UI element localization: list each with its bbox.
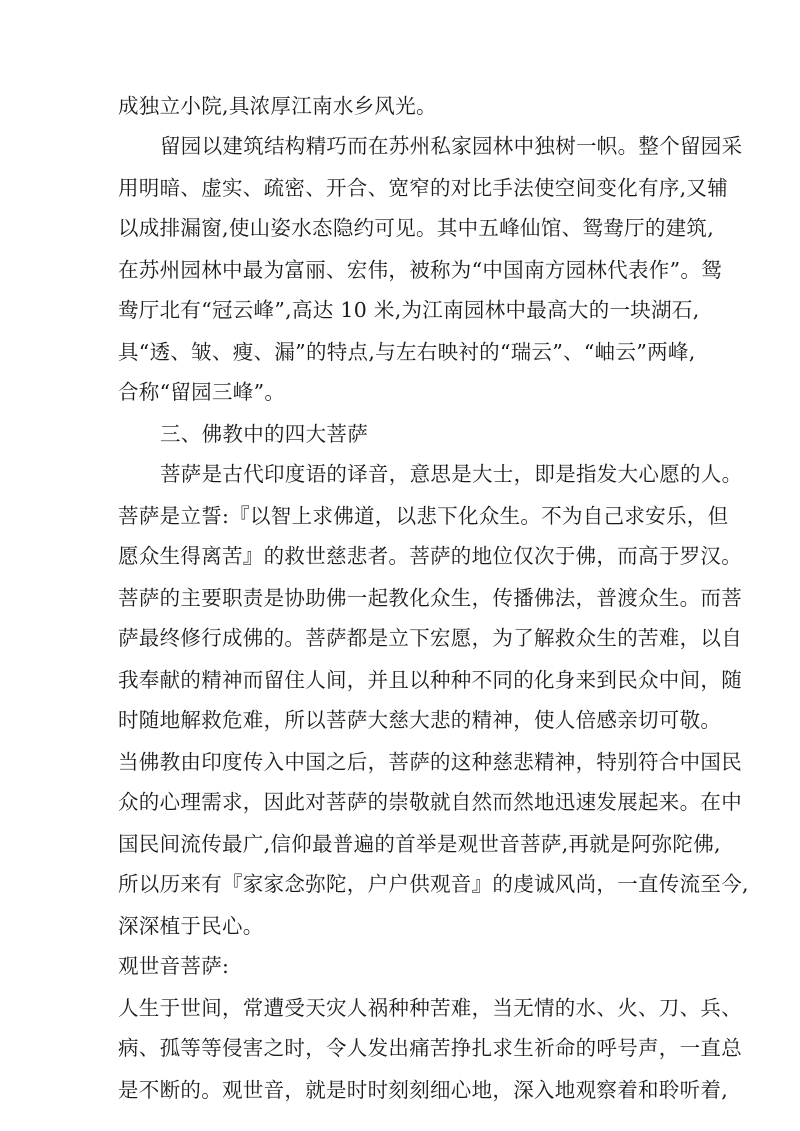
text-line: 时随地解救危难，所以菩萨大慈大悲的精神，使人倍感亲切可敬。 [118, 708, 722, 732]
text-line: 我奉献的精神而留住人间，并且以种种不同的化身来到民众中间，随 [118, 668, 742, 692]
text-line: 以成排漏窗,使山姿水态隐约可见。其中五峰仙馆、鸳鸯厅的建筑, [118, 216, 715, 240]
text-line: 人生于世间，常遭受天灾人祸种种苦难，当无情的水、火、刀、兵、 [118, 996, 742, 1020]
text-line: 用明暗、虚实、疏密、开合、宽窄的对比手法使空间变化有序,又辅 [118, 176, 729, 200]
text-line: 具“透、皱、瘦、漏”的特点,与左右映衬的“瑞云”、“岫云”两峰, [118, 340, 696, 364]
text-line: 所以历来有『家家念弥陀，户户供观音』的虔诚风尚，一直传流至今, [118, 872, 749, 896]
text-line: 在苏州园林中最为富丽、宏伟，被称为“中国南方园林代表作”。鸳 [118, 258, 722, 282]
text-line: 成独立小院,具浓厚江南水乡风光。 [118, 94, 437, 118]
text-line: 病、孤等等侵害之时，令人发出痛苦挣扎求生祈命的呼号声，一直总 [118, 1036, 742, 1060]
text-line: 鸯厅北有“冠云峰”,高达 10 米,为江南园林中最高大的一块湖石, [118, 298, 700, 322]
text-line: 当佛教由印度传入中国之后，菩萨的这种慈悲精神，特别符合中国民 [118, 750, 742, 774]
text-line: 菩萨是立誓:『以智上求佛道，以悲下化众生。不为自己求安乐，但 [118, 504, 729, 528]
text-line: 深深植于民心。 [118, 914, 264, 938]
paragraph-start-line: 菩萨是古代印度语的译音，意思是大士，即是指发大心愿的人。 [160, 462, 743, 486]
text-line: 国民间流传最广,信仰最普遍的首举是观世音菩萨,再就是阿弥陀佛, [118, 832, 721, 856]
subheading: 观世音菩萨: [118, 954, 230, 978]
text-line: 合称“留园三峰”。 [118, 380, 286, 404]
text-line: 众的心理需求，因此对菩萨的崇敬就自然而然地迅速发展起来。在中 [118, 790, 742, 814]
text-line: 菩萨的主要职责是协助佛一起教化众生，传播佛法，普渡众生。而菩 [118, 586, 742, 610]
text-line: 是不断的。观世音，就是时时刻刻细心地，深入地观察着和聆听着, [118, 1078, 729, 1102]
text-line: 愿众生得离苦』的救世慈悲者。菩萨的地位仅次于佛，而高于罗汉。 [118, 544, 742, 568]
section-heading: 三、佛教中的四大菩萨 [160, 422, 368, 446]
paragraph-start-line: 留园以建筑结构精巧而在苏州私家园林中独树一帜。整个留园采 [160, 134, 743, 158]
text-line: 萨最终修行成佛的。菩萨都是立下宏愿，为了解救众生的苦难，以自 [118, 626, 742, 650]
